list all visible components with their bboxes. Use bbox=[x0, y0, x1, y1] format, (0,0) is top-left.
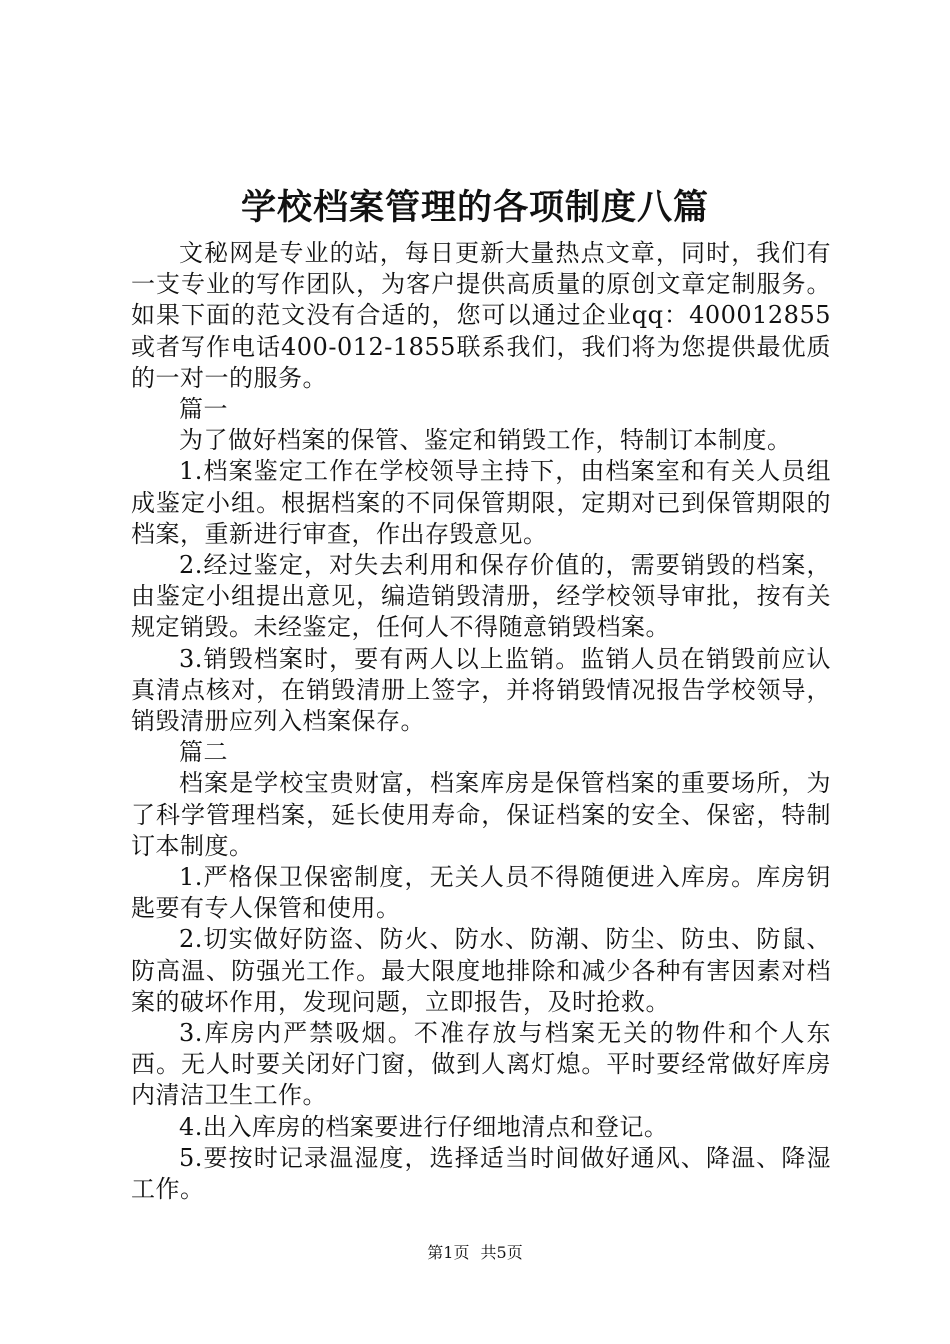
body-paragraph: 为了做好档案的保管、鉴定和销毁工作，特制订本制度。 bbox=[179, 426, 792, 455]
document-body bbox=[131, 238, 831, 1205]
body-paragraph: 2.切实做好防盗、防火、防水、防潮、防尘、防虫、防鼠、防高温、防强光工作。最大限度地排除和减少各种有害因素对档案的破坏作用，发现问题，立即报告，及时抢救。 bbox=[131, 925, 831, 1016]
section-heading: 篇一 bbox=[179, 395, 228, 424]
document-title: 学校档案管理的各项制度八篇 bbox=[240, 187, 709, 228]
body-paragraph: 档案是学校宝贵财富，档案库房是保管档案的重要场所，为了科学管理档案，延长使用寿命，保证档案的安全、保密，特制订本制度。 bbox=[131, 769, 831, 860]
body-paragraph: 4.出入库房的档案要进行仔细地清点和登记。 bbox=[179, 1112, 669, 1141]
page-number: 第1页 bbox=[427, 1243, 470, 1262]
page-footer bbox=[0, 1243, 950, 1263]
body-paragraph: 2.经过鉴定，对失去利用和保存价值的，需要销毁的档案，由鉴定小组提出意见，编造销毁清册，经学校领导审批，按有关规定销毁。未经鉴定，任何人不得随意销毁档案。 bbox=[131, 551, 831, 642]
body-paragraph: 3.销毁档案时，要有两人以上监销。监销人员在销毁前应认真清点核对，在销毁清册上签字，并将销毁情况报告学校领导，销毁清册应列入档案保存。 bbox=[131, 644, 831, 736]
intro-paragraph: 文秘网是专业的站，每日更新大量热点文章，同时，我们有一支专业的写作团队，为客户提供高质量的原创文章定制服务。如果下面的范文没有合适的，您可以通过企业qq：400012855或者写作电话400-012-1855联系我们，我们将为您提供最优质的一对一的服务。 bbox=[131, 239, 831, 392]
body-paragraph: 1.档案鉴定工作在学校领导主持下，由档案室和有关人员组成鉴定小组。根据档案的不同保管期限，定期对已到保管期限的档案，重新进行审查，作出存毁意见。 bbox=[131, 457, 831, 548]
body-paragraph: 1.严格保卫保密制度，无关人员不得随便进入库房。库房钥匙要有专人保管和使用。 bbox=[131, 863, 831, 923]
body-paragraph: 3.库房内严禁吸烟。不准存放与档案无关的物件和个人东西。无人时要关闭好门窗，做到人离灯熄。平时要经常做好库房内清洁卫生工作。 bbox=[131, 1019, 831, 1110]
page-total: 共5页 bbox=[480, 1243, 523, 1262]
section-heading: 篇二 bbox=[179, 738, 228, 767]
body-paragraph: 5.要按时记录温湿度，选择适当时间做好通风、降温、降湿工作。 bbox=[131, 1143, 831, 1204]
